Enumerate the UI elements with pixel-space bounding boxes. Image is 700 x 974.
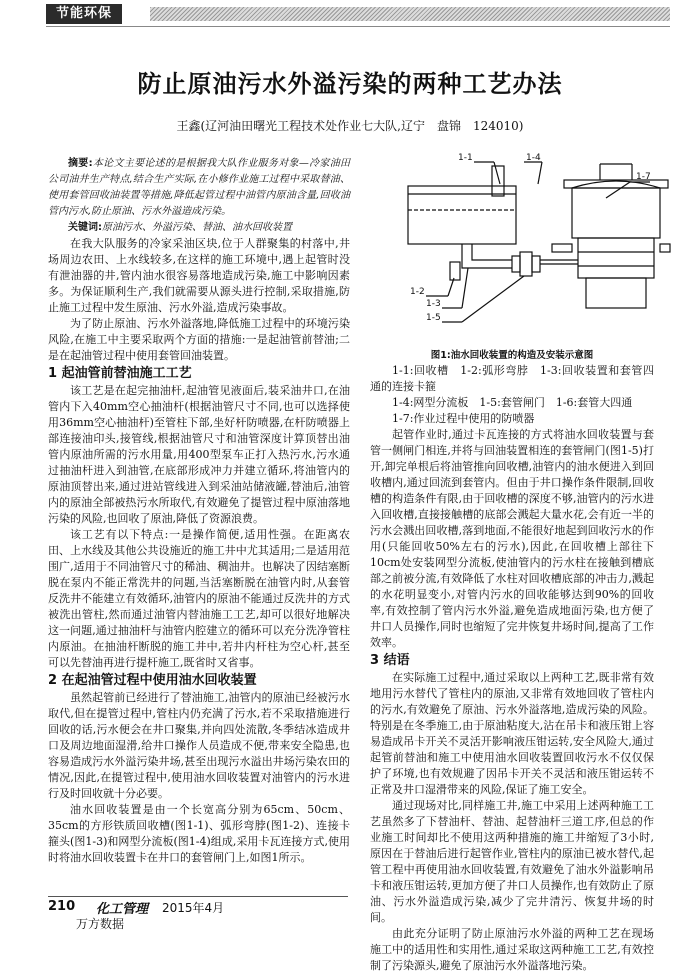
paragraph: 该工艺是在起完抽油杆,起油管见液面后,装采油井口,在油管内下入40mm空心抽油杆(根据油管尺寸不同,也可以选择使用36mm空心抽油杆)至管柱下部,坐好杆防喷器,在杆防喷器上部连接油印头,接管线,根据油管尺寸和油管深度计算顶替出油管内原油所需的污水用量,用400型泵车正打入热污水,污水通过抽油杆进入到油管,在底部形成冲力并建立循环,将油管内的原油顶替出来,通过进站管线进入到采油站储液罐,替油后,油管内的原油全部被热污水所取代,有效避免了提管过程中原油落地污染的风险,也回收了原油,降低了资源浪费。 bbox=[48, 384, 350, 525]
left-column bbox=[48, 156, 350, 866]
figure-diagram bbox=[402, 150, 670, 330]
page-number: 210 bbox=[48, 899, 76, 914]
label-1-7: 1-7 bbox=[636, 172, 651, 182]
paragraph: 在实际施工过程中,通过采取以上两种工艺,既非常有效地用污水替代了管柱内的原油,又非常有效地回收了管柱内的污水,有效避免了原油、污水外溢落地,造成污染的风险。特别是在冬季施工,由于原油粘度大,沾在吊卡和液压钳上容易造成吊卡开关不灵活开影响液压钳运转,安全风险大,通过起管前替油和施工中使用油水回收装置回收污水不仅仅保护了环境,也有效规避了因吊卡开关不灵活和液压钳运转不正常及井口湿滑带来的风险,保证了施工安全。 bbox=[370, 671, 654, 796]
legend-line: 1-4:网型分流板 1-5:套管闸门 1-6:套管大四通 bbox=[392, 396, 633, 409]
journal-logo: 化工管理 bbox=[96, 902, 149, 917]
section-heading-2: 2 在起油管过程中使用油水回收装置 bbox=[48, 673, 257, 688]
legend-line: 1-1:回收槽 1-2:弧形弯脖 1-3:回收装置和套管四通的连接卡箍 bbox=[370, 364, 654, 393]
article-title: 防止原油污水外溢污染的两种工艺办法 bbox=[137, 70, 563, 98]
header-stripe bbox=[150, 7, 670, 21]
paragraph: 为了防止原油、污水外溢落地,降低施工过程中的环境污染风险,在施工中主要采取两个方面的措施:一是起油管前替油;二是在起油管过程中使用套管回油装置。 bbox=[48, 317, 350, 362]
keywords bbox=[48, 220, 350, 236]
label-1-3: 1-3 bbox=[426, 299, 441, 309]
label-1-2: 1-2 bbox=[410, 287, 425, 297]
footer-rule bbox=[48, 896, 348, 897]
figure-legend bbox=[370, 363, 654, 427]
abstract-label: 摘要: bbox=[68, 158, 93, 169]
abstract-text: 本论文主要论述的是根据我大队作业服务对象—冷家油田公司油井生产特点,结合生产实际,在小修作业施工过程中采取替油、使用套管回收油装置等措施,降低起管过程中油管内原油含量,回收油管内污水,防止原油、污水外溢造成污染。 bbox=[48, 158, 351, 217]
paragraph: 油水回收装置是由一个长宽高分别为65cm、50cm、35cm的方形铁质回收槽(图1-1)、弧形弯脖(图1-2)、连接卡箍头(图1-3)和网型分流板(图1-4)组成,采用卡瓦连接方式,使用时将油水回收装置卡在井口的套管闸门上,如图1所示。 bbox=[48, 803, 350, 864]
legend-line: 1-7:作业过程中使用的防喷器 bbox=[392, 412, 535, 425]
section-tag: 节能环保 bbox=[46, 4, 122, 24]
keywords-label: 关键词: bbox=[68, 222, 102, 233]
watermark: 万方数据 bbox=[76, 917, 125, 931]
paragraph: 在我大队服务的冷家采油区块,位于人群聚集的村落中,井场周边农田、上水线较多,在这样的施工环境中,遇上起管时没有泄油器的井,管内油水很容易落地造成污染,施工中影响因素多。为保证顺利生产,我们就需要从源头进行控制,采取措施,防止施工过程中发生原油、污水外溢,造成污染事故。 bbox=[48, 237, 350, 314]
keywords-text: 原油污水、外溢污染、替油、油水回收装置 bbox=[102, 222, 292, 233]
label-1-5: 1-5 bbox=[426, 313, 441, 323]
paragraph: 虽然起管前已经进行了替油施工,油管内的原油已经被污水取代,但在提管过程中,管柱内仍充满了污水,若不采取措施进行回收的话,污水便会在井口聚集,并向四处流散,冬季结冰造成井口及周边地面湿滑,给井口操作人员造成不便,带来安全隐患,也容易造成污水外溢污染井场,甚至出现污水溢出井场污染农田的情况,因此,在提管过程中,使用油水回收装置对油管内的污水进行及时回收就十分必要。 bbox=[48, 691, 350, 800]
header-rule bbox=[46, 26, 670, 27]
figure-caption: 图1:油水回收装置的构造及安装示意图 bbox=[430, 350, 594, 361]
author-line: 王鑫(辽河油田曙光工程技术处作业七大队,辽宁 盘锦 124010) bbox=[176, 119, 524, 133]
recovery-device-diagram bbox=[402, 150, 670, 330]
section-heading-1: 1 起油管前替油施工工艺 bbox=[48, 366, 192, 381]
label-1-1: 1-1 bbox=[458, 153, 473, 163]
abstract bbox=[48, 156, 350, 220]
paragraph: 通过现场对比,同样施工井,施工中采用上述两种施工工艺虽然多了下替油杆、替油、起替油杆三道工序,但总的作业施工时间却比不使用这两种措施的施工井缩短了3小时,原因在于替油后进行起管作业,管柱内的原油已被水替代,起管工程中再使用油水回收装置,有效避免了油水外溢影响吊卡和液压钳运转,更加方便了井口人员操作,也有效防止了原油、污水外溢造成污染,减少了完井清污、恢复井场的时间。 bbox=[370, 799, 654, 924]
right-column bbox=[370, 349, 654, 974]
label-1-4: 1-4 bbox=[526, 153, 541, 163]
paragraph: 该工艺有以下特点:一是操作简便,适用性强。在距离农田、上水线及其他公共设施近的施工井中尤其适用;二是适用范围广,适用于不同油管尺寸的稀油、稠油井。也解决了因结塞断脱在泵内不能正常洗井的问题,当活塞断脱在油管内时,从套管反洗井不能建立有效循环,油管内的原油不能通过反洗井的方式被洗出管柱,然而通过油管内替油施工工艺,却可以很好地解决这一问题,通过抽油杆与油管内腔建立的循环可以充分洗净管柱内原油。在抽油杆断脱的施工井中,若井内杆柱为空心杆,甚至可以先替油再进行提杆施工,既省时又省事。 bbox=[48, 528, 350, 669]
paragraph: 由此充分证明了防止原油污水外溢的两种工艺在现场施工中的适用性和实用性,通过采取这两种施工工艺,有效控制了污染源头,避免了原油污水外溢落地污染。 bbox=[370, 927, 654, 972]
paragraph: 起管作业时,通过卡瓦连接的方式将油水回收装置与套管一侧闸门相连,并将与回油装置相连的套管闸门(图1-5)打开,卸完单根后将油管推向回收槽,油管内的油水便进入到回收槽内,通过回流到套管内。但由于井口操作条件限制,回收槽的构造条件有限,由于回收槽的深度不够,油管内的污水进入回收槽,直接接触槽的底部会溅起大量水花,会有近一半的污水会溅出回收槽,落到地面,不能很好地起到回收污水的作用(只能回收50%左右的污水),因此,在回收槽上部往下10cm处安装网型分流板,使油管内的污水柱在接触到槽底部之前被分流,有效降低了水柱对回收槽底部的冲击力,溅起的水花明显变小,对管内污水的回收能够达到90%的回收率,有效控制了管内污水外溢,避免造成地面污染,也方便了井口人员操作,同时也缩短了完井恢复井场时间,提高了工作效率。 bbox=[370, 428, 654, 649]
issue-date: 2015年4月 bbox=[162, 901, 225, 915]
section-heading-3: 3 结语 bbox=[370, 653, 410, 668]
